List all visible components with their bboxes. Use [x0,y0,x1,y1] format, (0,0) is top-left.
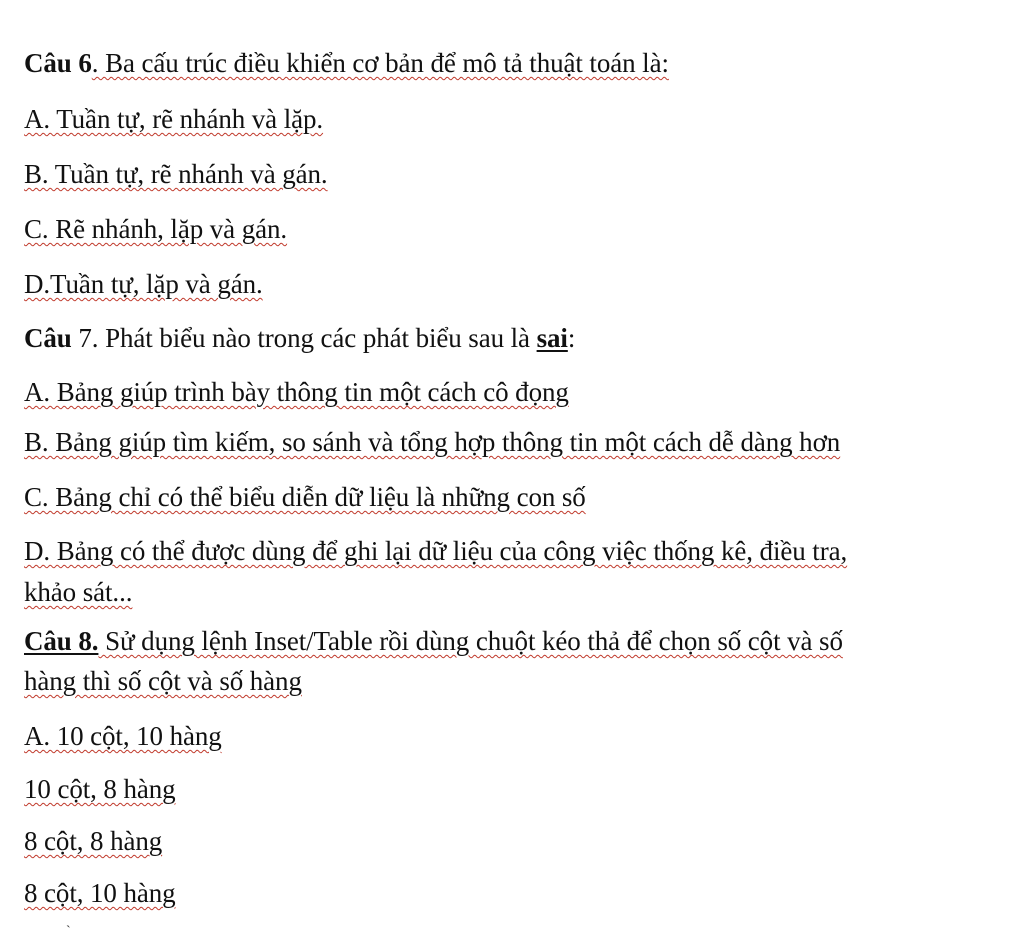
question-7-option-c: C. Bảng chỉ có thể biểu diễn dữ liệu là những con số [24,482,586,512]
question-8-option-d: 8 cột, 10 hàng [24,878,176,908]
question-6-option-c: C. Rẽ nhánh, lặp và gán. [24,214,288,244]
question-6-option-d: D.Tuần tự, lặp và gán. [24,269,263,299]
question-7-text-after: : [567,323,576,353]
question-8-label: Câu 8. [24,626,99,656]
question-8-option-a: A. 10 cột, 10 hàng [24,721,222,751]
question-7-label: Câu [24,323,72,353]
question-6-label: Câu 6 [24,48,92,78]
question-7-option-d: D. Bảng có thể được dùng để ghi lại dữ liệu của công việc thống kê, điều tra, [24,536,848,566]
question-7-stem [24,322,575,354]
question-6-option-a: A. Tuần tự, rẽ nhánh và lặp. [24,104,324,134]
question-7-text-before: 7. Phát biểu nào trong các phát biểu sau là [71,323,537,353]
question-7-option-b: B. Bảng giúp tìm kiếm, so sánh và tổng hợp thông tin một cách dễ dàng hơn [24,427,841,457]
question-7-option-d-continued: khảo sát... [24,577,133,607]
question-8-stem-line2: hàng thì số cột và số hàng [24,666,302,696]
question-7-emphasis: sai [536,323,568,353]
question-7-option-a: A. Bảng giúp trình bày thông tin một cách cô đọng [24,377,569,407]
trailing-mark: ` [66,924,71,939]
question-6-text: . Ba cấu trúc điều khiển cơ bản để mô tả thuật toán là: [91,48,669,78]
question-8-stem-line1 [24,625,843,657]
question-6-option-b: B. Tuần tự, rẽ nhánh và gán. [24,159,328,189]
question-8-option-c: 8 cột, 8 hàng [24,826,163,856]
question-8-text-line1: Sử dụng lệnh Inset/Table rồi dùng chuột kéo thả để chọn số cột và số [98,626,843,656]
question-6-stem [24,47,669,79]
question-8-option-b: 10 cột, 8 hàng [24,774,176,804]
